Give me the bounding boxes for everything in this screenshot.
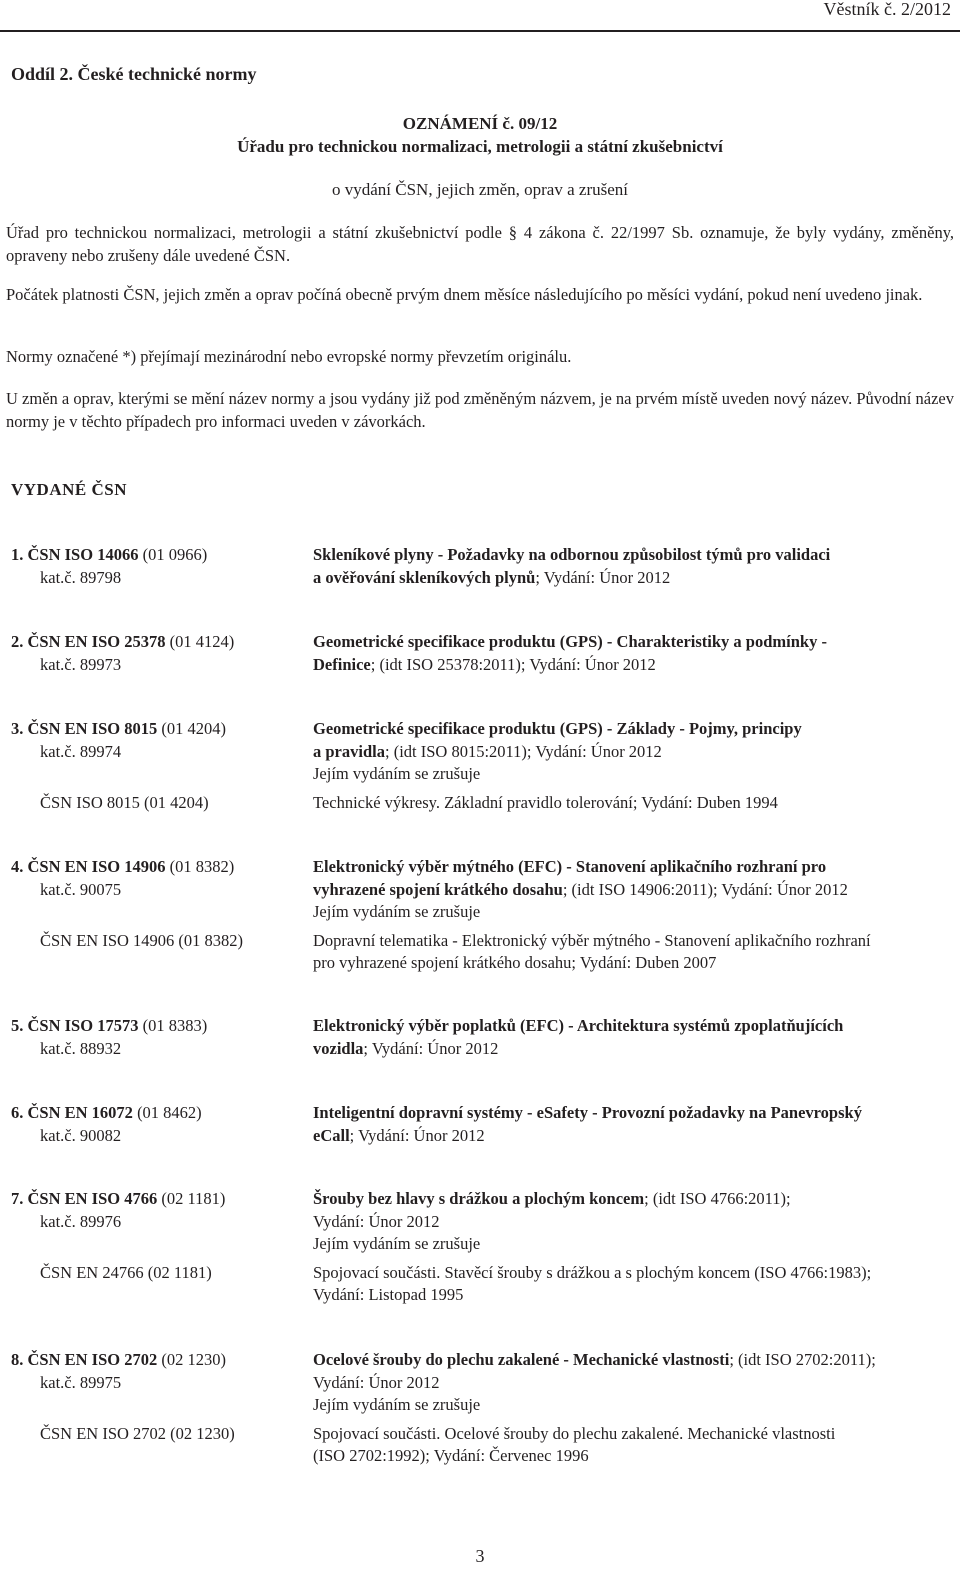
replaced-standard-title: Technické výkresy. Základní pravidlo tolerování; Vydání: Duben 1994 xyxy=(313,792,778,812)
catalog-number: kat.č. 89798 xyxy=(40,567,122,587)
catalog-number: kat.č. 89973 xyxy=(40,654,122,674)
standard-entry xyxy=(0,1349,960,1468)
entry-number: 4. xyxy=(11,857,24,876)
classification-code: (01 8382) xyxy=(169,857,235,876)
standard-title-cont: vozidla xyxy=(313,1038,364,1058)
replaced-standard-code: ČSN ISO 8015 (01 4204) xyxy=(40,792,209,812)
entry-number: 6. xyxy=(11,1103,24,1122)
classification-code: (01 4124) xyxy=(169,632,235,651)
classification-code: (01 8462) xyxy=(137,1103,202,1122)
standard-title: Šrouby bez hlavy s drážkou a plochým koncem xyxy=(313,1189,645,1208)
issue-date: Vydání: Únor 2012 xyxy=(313,1372,440,1392)
cancellation-note: Jejím vydáním se zrušuje xyxy=(313,1395,481,1414)
classification-code: (02 1230) xyxy=(161,1350,226,1369)
replaced-standard-title: Spojovací součásti. Ocelové šrouby do plechu zakalené. Mechanické vlastnosti xyxy=(313,1423,836,1443)
entry-number: 8. xyxy=(11,1350,24,1369)
publication-info: ; Vydání: Únor 2012 xyxy=(349,1125,485,1145)
standard-title: Elektronický výběr mýtného (EFC) - Stanovení aplikačního rozhraní pro xyxy=(313,857,827,876)
publication-info: ; (idt ISO 25378:2011); Vydání: Únor 2012 xyxy=(370,654,656,674)
notice-title: OZNÁMENÍ č. 09/12 xyxy=(402,114,558,133)
entry-number: 5. xyxy=(11,1016,24,1035)
replaced-standard-code: ČSN EN 24766 (02 1181) xyxy=(40,1262,212,1282)
page-number: 3 xyxy=(475,1546,485,1566)
cancellation-note: Jejím vydáním se zrušuje xyxy=(313,1234,481,1253)
standard-title: Elektronický výběr poplatků (EFC) - Architektura systémů zpoplatňujících xyxy=(313,1016,844,1035)
section-title: Oddíl 2. České technické normy xyxy=(11,64,257,84)
cancellation-note: Jejím vydáním se zrušuje xyxy=(313,902,481,921)
cancellation-note: Jejím vydáním se zrušuje xyxy=(313,764,481,783)
replaced-standard-title-cont: pro vyhrazené spojení krátkého dosahu; Vydání: Duben 2007 xyxy=(313,953,717,972)
standard-entry xyxy=(0,718,960,814)
catalog-number: kat.č. 90082 xyxy=(40,1125,122,1145)
standard-entry xyxy=(0,544,960,589)
standard-entry xyxy=(0,631,960,676)
entry-number: 2. xyxy=(11,632,24,651)
standard-code: ČSN EN ISO 8015 xyxy=(27,719,158,738)
publication-info: ; Vydání: Únor 2012 xyxy=(363,1038,499,1058)
adoption-paragraph: Normy označené *) přejímají mezinárodní nebo evropské normy převzetím originálu. xyxy=(6,347,572,366)
standard-title: Inteligentní dopravní systémy - eSafety - Provozní požadavky na Panevropský xyxy=(313,1103,862,1122)
publication-info: ; (idt ISO 4766:2011); xyxy=(644,1189,791,1208)
standard-entry xyxy=(0,1102,960,1147)
replaced-standard-title: Spojovací součásti. Stavěcí šrouby s drážkou a s plochým koncem (ISO 4766:1983); xyxy=(313,1262,872,1282)
classification-code: (01 8383) xyxy=(142,1016,208,1035)
classification-code: (01 0966) xyxy=(142,545,208,564)
standard-title-cont: a pravidla xyxy=(313,741,385,761)
standard-entry xyxy=(0,1015,960,1060)
publication-header: Věstník č. 2/2012 xyxy=(823,0,951,19)
catalog-number: kat.č. 88932 xyxy=(40,1038,122,1058)
validity-paragraph: Počátek platnosti ČSN, jejich změn a oprav počíná obecně prvým dnem měsíce následujícího po měsíci vydání, pokud není uvedeno jinak. xyxy=(6,285,923,304)
standard-entry xyxy=(0,856,960,975)
replaced-standard-title-cont: (ISO 2702:1992); Vydání: Červenec 1996 xyxy=(313,1446,589,1465)
standard-code: ČSN EN ISO 14906 xyxy=(27,857,166,876)
standard-title-cont: a ověřování skleníkových plynů xyxy=(313,567,536,587)
publication-info: ; Vydání: Únor 2012 xyxy=(535,567,671,587)
publication-info: ; (idt ISO 2702:2011); xyxy=(729,1350,876,1369)
catalog-number: kat.č. 89976 xyxy=(40,1211,122,1231)
standard-code: ČSN EN ISO 25378 xyxy=(27,632,166,651)
title-change-paragraph: U změn a oprav, kterými se mění název normy a jsou vydány již pod změněným názvem, je na prvém místě uveden nový název. Původní název normy je v těchto případech pro informaci uveden v závorkách. xyxy=(6,389,954,431)
standard-title: Geometrické specifikace produktu (GPS) - Charakteristiky a podmínky - xyxy=(313,632,827,651)
replaced-standard-code: ČSN EN ISO 14906 (01 8382) xyxy=(40,930,244,950)
standard-code: ČSN EN 16072 xyxy=(27,1103,133,1122)
entry-number: 7. xyxy=(11,1189,24,1208)
catalog-number: kat.č. 89974 xyxy=(40,741,122,761)
standard-title: Geometrické specifikace produktu (GPS) - Základy - Pojmy, principy xyxy=(313,719,802,738)
publication-info: ; (idt ISO 14906:2011); Vydání: Únor 2012 xyxy=(562,879,848,899)
catalog-number: kat.č. 90075 xyxy=(40,879,122,899)
issued-standards-heading: VYDANÉ ČSN xyxy=(11,480,127,499)
standard-title: Ocelové šrouby do plechu zakalené - Mechanické vlastnosti xyxy=(313,1350,730,1369)
entry-number: 1. xyxy=(11,545,24,564)
replaced-standard-code: ČSN EN ISO 2702 (02 1230) xyxy=(40,1423,235,1443)
standard-title-cont: eCall xyxy=(313,1125,350,1145)
notice-subtitle: o vydání ČSN, jejich změn, oprav a zrušení xyxy=(331,180,628,199)
classification-code: (02 1181) xyxy=(161,1189,226,1208)
standard-title-cont: Definice xyxy=(313,654,371,674)
standard-title: Skleníkové plyny - Požadavky na odbornou způsobilost týmů pro validaci xyxy=(313,545,831,564)
standard-code: ČSN ISO 17573 xyxy=(27,1016,139,1035)
replaced-standard-title: Dopravní telematika - Elektronický výběr mýtného - Stanovení aplikačního rozhraní xyxy=(313,930,871,950)
entry-number: 3. xyxy=(11,719,24,738)
header-divider xyxy=(0,30,960,32)
standard-entry xyxy=(0,1188,960,1307)
publication-info: ; (idt ISO 8015:2011); Vydání: Únor 2012 xyxy=(384,741,662,761)
catalog-number: kat.č. 89975 xyxy=(40,1372,122,1392)
notice-office: Úřadu pro technickou normalizaci, metrologii a státní zkušebnictví xyxy=(237,137,723,156)
classification-code: (01 4204) xyxy=(161,719,226,738)
issue-date: Vydání: Únor 2012 xyxy=(313,1211,440,1231)
standard-code: ČSN EN ISO 4766 xyxy=(27,1189,158,1208)
intro-paragraph: Úřad pro technickou normalizaci, metrologii a státní zkušebnictví podle § 4 zákona č. 22/1997 Sb. oznamuje, že byly vydány, změněny, opraveny nebo zrušeny dále uvedené ČSN. xyxy=(6,223,954,265)
replaced-standard-title-cont: Vydání: Listopad 1995 xyxy=(313,1285,464,1304)
standard-title-cont: vyhrazené spojení krátkého dosahu xyxy=(313,879,563,899)
standard-code: ČSN ISO 14066 xyxy=(27,545,139,564)
standard-code: ČSN EN ISO 2702 xyxy=(27,1350,158,1369)
